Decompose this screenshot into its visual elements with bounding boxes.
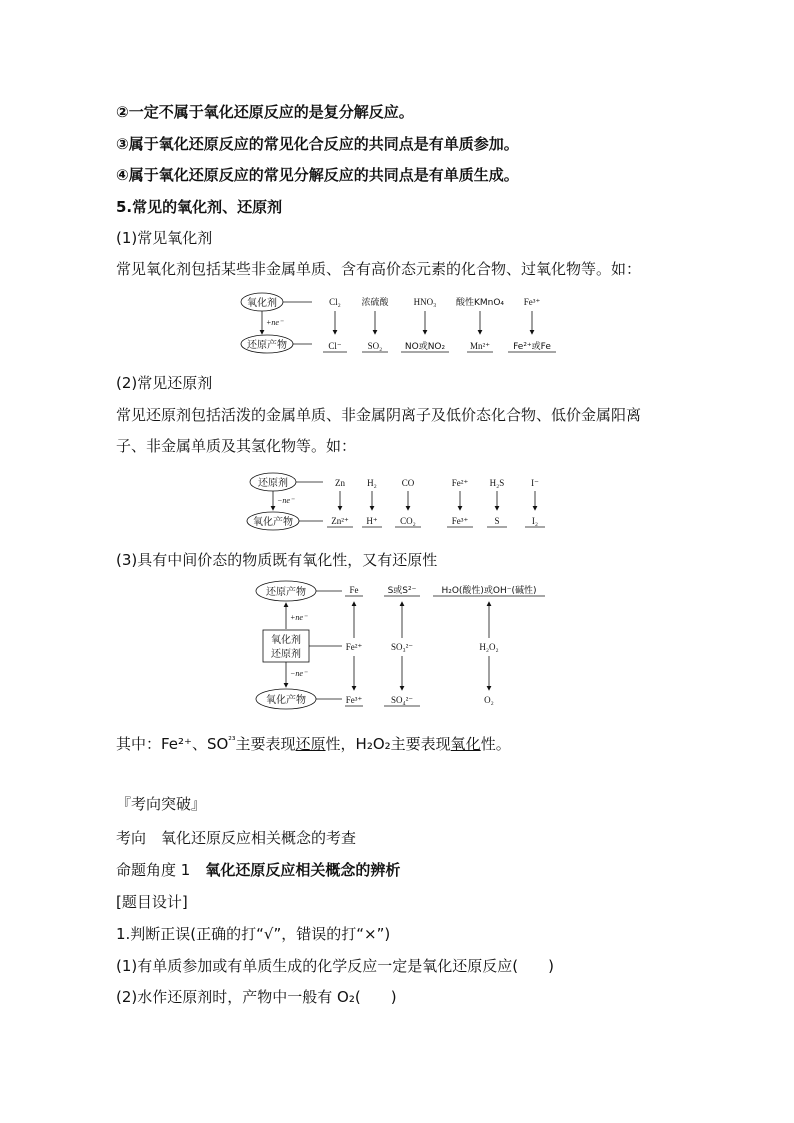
text-summary	[116, 731, 511, 754]
oxidation-product: S	[494, 516, 500, 526]
oxidation-product: Zn²⁺	[331, 516, 349, 526]
intermediate-species: H₂O₂	[479, 642, 499, 652]
oxidation-product: H⁺	[366, 516, 378, 526]
oxidant-species: Fe³⁺	[523, 297, 541, 307]
reduction-product: Fe²⁺或Fe	[513, 342, 551, 352]
text-angle-1	[116, 860, 400, 880]
section-heading-5: 5.常见的氧化剂、还原剂	[116, 198, 283, 216]
intermediate-species: Fe²⁺	[345, 642, 363, 652]
summary-part-2: 主要表现	[235, 735, 296, 753]
oxidation-product: I₂	[531, 516, 539, 526]
reduced-form: H₂O(酸性)或OH⁻(碱性)	[441, 586, 537, 596]
label-reductant: 还原剂	[271, 649, 301, 660]
text-kaoxiang: 考向 氧化还原反应相关概念的考查	[116, 829, 357, 847]
oxidized-form: Fe³⁺	[345, 695, 363, 705]
summary-part-4: 性。	[480, 735, 511, 753]
intermediate-species: SO₃²⁻	[390, 642, 414, 652]
oxidant-species: HNO₃	[413, 297, 437, 307]
subheading-reductants: (2)常见还原剂	[116, 374, 213, 392]
label-reduction-product: 还原产物	[247, 340, 287, 351]
text-line-1: ②一定不属于氧化还原反应的是复分解反应。	[116, 103, 414, 121]
section-title-kaoxiang: 『考向突破』	[116, 795, 207, 813]
label-oxidation-product: 氧化产物	[253, 517, 293, 528]
summary-blank-oxidation: 氧化	[450, 735, 481, 753]
text-question-design: [题目设计]	[116, 893, 188, 911]
text-reductants-intro-2: 子、非金属单质及其氢化物等。如：	[116, 437, 357, 455]
text-oxidizers-intro: 常见氧化剂包括某些非金属单质、含有高价态元素的化合物、过氧化物等。如：	[116, 260, 642, 278]
label-oxidation-product: 氧化产物	[266, 695, 306, 706]
reductant-species: CO	[401, 478, 415, 488]
text-line-2: ③属于氧化还原反应的常见化合反应的共同点是有单质参加。	[116, 135, 519, 153]
reductant-species: H₂S	[489, 478, 505, 488]
text-line-3: ④属于氧化还原反应的常见分解反应的共同点是有单质生成。	[116, 166, 519, 184]
label-oxidant: 氧化剂	[247, 298, 277, 309]
oxidant-species: Cl₂	[329, 297, 341, 307]
subheading-oxidizers: (1)常见氧化剂	[116, 229, 213, 247]
reduction-product: SO₂	[367, 341, 383, 351]
reductant-species: I⁻	[531, 478, 539, 488]
text-item-1: (1)有单质参加或有单质生成的化学反应一定是氧化还原反应( )	[116, 957, 554, 975]
arrow-lose-electrons: −ne⁻	[290, 669, 308, 678]
reduction-product: NO或NO₂	[404, 342, 446, 352]
oxidized-form: O₂	[484, 695, 494, 705]
summary-part-1: 其中：Fe²⁺、SO	[116, 735, 229, 753]
reduced-form: Fe	[349, 585, 359, 595]
reductant-species: H₂	[367, 478, 377, 488]
reduction-product: Mn²⁺	[470, 341, 490, 351]
reductant-species: Fe²⁺	[451, 478, 469, 488]
oxidation-product: CO₂	[400, 516, 416, 526]
reduction-product: Cl⁻	[328, 341, 342, 351]
angle-label: 命题角度 1	[116, 861, 206, 879]
text-question-1: 1.判断正误(正确的打“√”，错误的打“×”)	[116, 925, 391, 943]
reductant-species: Zn	[335, 478, 345, 488]
arrow-gain-electrons: +ne⁻	[290, 613, 308, 622]
subheading-intermediate: (3)具有中间价态的物质既有氧化性，又有还原性	[116, 551, 438, 569]
oxidant-species: 酸性KMnO₄	[455, 298, 505, 308]
label-oxidant: 氧化剂	[271, 635, 301, 646]
oxidizer-diagram	[240, 291, 570, 357]
oxidized-form: SO₄²⁻	[390, 695, 414, 705]
arrow-gain-electrons: +ne⁻	[266, 318, 284, 327]
text-reductants-intro-1: 常见还原剂包括活泼的金属单质、非金属阴离子及低价态化合物、低价金属阳离	[116, 406, 642, 424]
summary-part-3: 性，H₂O₂主要表现	[325, 735, 451, 753]
label-reductant: 还原剂	[258, 478, 288, 489]
oxidation-product: Fe³⁺	[451, 516, 469, 526]
reductant-diagram	[245, 470, 555, 532]
summary-blank-reduction: 还原	[295, 735, 326, 753]
label-reduction-product: 还原产物	[266, 587, 306, 598]
reduced-form: S或S²⁻	[387, 586, 417, 596]
arrow-lose-electrons: −ne⁻	[277, 496, 295, 505]
text-item-2: (2)水作还原剂时，产物中一般有 O₂( )	[116, 988, 397, 1006]
angle-title: 氧化还原反应相关概念的辨析	[205, 861, 401, 879]
intermediate-valence-diagram	[250, 578, 550, 714]
summary-superscript: ²³	[228, 736, 236, 746]
oxidant-species: 浓硫酸	[361, 298, 389, 308]
